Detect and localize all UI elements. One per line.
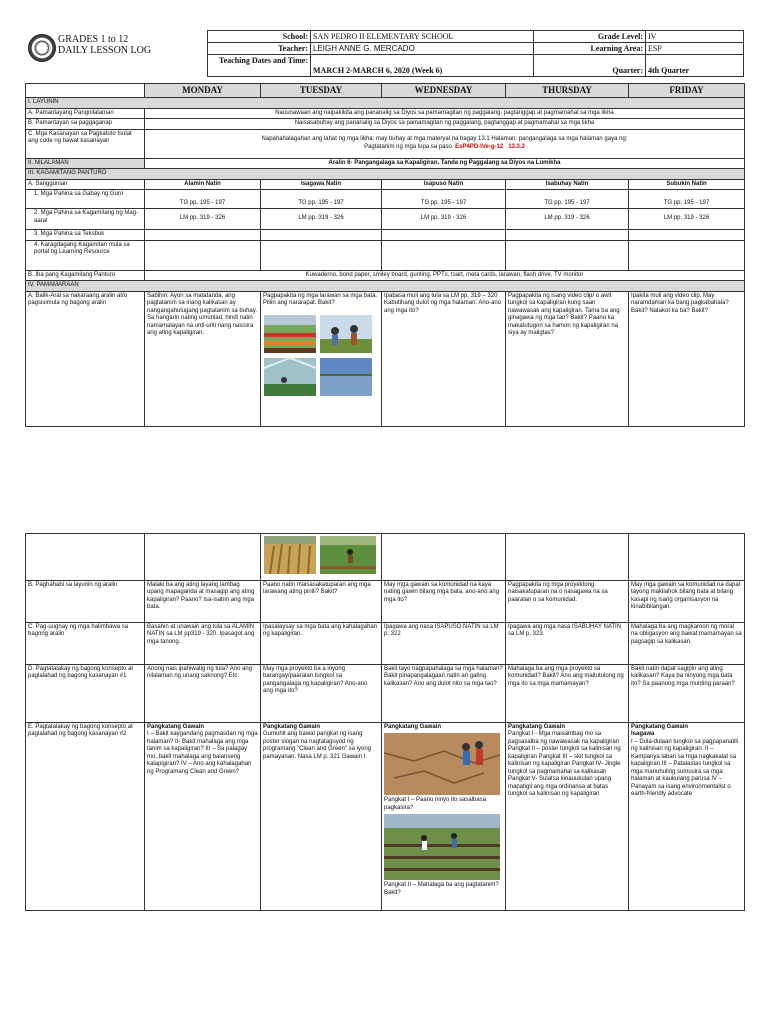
balik-aral-cell: Ipabasa muli ang tula sa LM pp. 319 – 320 Kabutihang dulot ng mga halaman: Ano-ano ang mga ito? (382, 291, 506, 426)
header-info-table (207, 30, 744, 77)
area-label: Learning Area: (534, 43, 646, 55)
tg-pages: TG pp. 195 - 197 (382, 190, 506, 209)
row-label: E. Pagtatalakay ng bagong konsepto at paglalahad ng bagong kasanayan #2 (26, 722, 145, 910)
kasanayan-sa-pagkatuto: Napahahalagahan ang lahat ng mga likha: may buhay at mga materyal na bagay 13.1 Halaman: pangangalaga sa mga halaman gaya ng: Pagtatanim ng mga lupa sa paso EsP4PD-IVe-g-12 13.3.2 (145, 129, 745, 158)
paghahabi-cell: May mga gawain sa komunidad na dapat tayong makilahok bilang bata at bilang kasapi ng isang organisasyon na kinabibilangan. (629, 580, 745, 622)
farm-field-photo (264, 315, 316, 353)
pagtalakay-1-cell: Bakit natin dapat sagipin ang ating kalikasan? Kaya ba ninyong mga bata ito? Sa paanong mga munting paraan? (629, 664, 745, 722)
iba-pang-kagamitan: Kuwaderno, bond paper, smiley board, gunting, PPTx, tsart, meta cards, larawan, flash drive, TV monitor (145, 270, 745, 281)
pag-uugnay-cell: Basahin at unawain ang tula sa ALAMIN NATIN sa LM pp319 - 320. Ipasagot ang mga tanong. (145, 622, 261, 664)
sub-title: Isabuhay Natin (506, 179, 629, 190)
row-label: A. Pamantayang Pangnilalaman (26, 108, 145, 119)
dates-label: Teaching Dates and Time: (208, 55, 311, 77)
pag-uugnay-cell: Ipagawa ang nasa ISAPUSO NATIN sa LM p. 322 (382, 622, 506, 664)
pagtalakay-2-cell: Pangkatang Gawain I – Bakit kaygandang pagmasdan ng mga halaman? II- Bakit mahalaga ang mga tanim sa kapaligiran? III – Sa palagay mo, bakit mahalaga ang balanseng kalapigiran? IV – Ano ang kahalagahan ng Programang Clean and Green? (145, 722, 261, 910)
row-label: 2. Mga Pahina sa Kagamitang ng Mag-aaral (26, 209, 145, 230)
day-header: MONDAY (145, 84, 261, 98)
pag-uugnay-cell: Ipagawa ang mga nasa ISABUHAY NATIN sa LM p. 323 (506, 622, 629, 664)
tg-pages: TG pp. 195 - 197 (629, 190, 745, 209)
paghahabi-cell: Paano natin maisasakatuparan ang mga larawang ating pinili? Bakit? (261, 580, 382, 622)
lm-pages: LM pp. 319 - 326 (382, 209, 506, 230)
row-label: D. Pagtatalakay ng bagong konsepto at paglalahad ng bagong kasanayan #1 (26, 664, 145, 722)
row-label: A. Sanggunian (26, 179, 145, 190)
balik-aral-cell: Sabihin: Ayon sa matatanda, ang pagtatanim sa inang kalikasan ay nangangahulugang pagtatanim sa buhay. Sa hangarin nating umunlad, hindi natin namamalayan na unti-unti nang nasisira ang ating kapaligiran. (145, 291, 261, 426)
lesson-table-part1 (25, 83, 745, 427)
paghahabi-cell: Malaki ba ang ating layang lambag upang mapaganda at masagip ang ating kapaligiran? Paano? Isa-isahin ang mga bata. (145, 580, 261, 622)
lm-pages: LM pp. 319 - 326 (261, 209, 382, 230)
pamantayang-pangnilalaman: Nauunawaan ang naipakikita ang pananalig sa Diyos sa pamamagitan ng paggalang, pagtanggap at pagmamahal sa mga likha (145, 108, 745, 119)
vegetable-garden-photo (320, 536, 376, 574)
paghahabi-cell: Pagpapakita ng mga proyektong naisakatuparan na o nasagawa na sa paaralan o sa komunidad. (506, 580, 629, 622)
day-header: THURSDAY (506, 84, 629, 98)
pag-uugnay-cell: Mahalaga ba ang magkaroon ng moral na obligasyon ang bawat mamamayan sa pagsagip sa kalikasan. (629, 622, 745, 664)
teacher-value: LEIGH ANNE G. MERCADO (311, 43, 534, 55)
section-kagamitan: III. KAGAMITANG PANTURO (26, 169, 745, 180)
day-header: WEDNESDAY (382, 84, 506, 98)
day-header: TUESDAY (261, 84, 382, 98)
pagtalakay-1-cell: Bakit tayo nagpapahalaga sa mga halaman? Bakit pinapangalagaan natin an gating kalikasan? Ano ang dulot nito sa mga tao? (382, 664, 506, 722)
lm-pages: LM pp. 319 - 326 (506, 209, 629, 230)
pagtalakay-2-cell: Pangkatang Gawain Pangkat I – Paano ninyo ito sasalbasa pagkasira? Pangkat II – Mahalaga ba ang pagtatanim? Bakit? (382, 722, 506, 910)
row-label: C. Mga Kasanayan sa Pagkatuto Isulat ang code ng bawat kasanayan (26, 129, 145, 158)
school-value: SAN PEDRO II ELEMENTARY SCHOOL (311, 31, 534, 43)
competency-code: 13.3.2 (508, 143, 525, 150)
dry-land-kids-photo (384, 733, 500, 795)
pagtalakay-2-cell: Pangkatang Gawain Pangkat I - Mga maisambag mo sa pagsasalba ng nawawasak na kapaligiran Pangkat II – poster tungkol sa kalinisan ng kapaligiran Pangkat III – skit tungkol sa kalinisan ng kapaligiran Pangkat IV- Jingle tungkol sa pagmamahal sa kalikasan Pangkat V- Sulatsa kinauukulan upang mapatigil ang mga ordinansa at batas tungkol sa kalinisan ng kapaligiran (506, 722, 629, 910)
pagtalakay-2-cell: Pangkatang Gawain Gumuhit ang bawat pangkat ng isang poster slogan na nagtataguyod ng programang "Clean and Green" sa iyong pamayanan. Nasa LM p. 321 Gawain I (261, 722, 382, 910)
rice-harvest-photo (264, 536, 316, 574)
sub-title: Isapuso Natin (382, 179, 506, 190)
balik-aral-cell: Pagpapakita ng isang video clip/ o awit tungkol sa kapaligiran kung saan nawawasak ang kapaligiran. Tama ba ang ginagawa ng mga tao? Bakit? Paano ka makatutugon sa hamon ng kapaligiran na siya ay maligtas? (506, 291, 629, 426)
quarter-value: 4th Quarter (646, 55, 744, 77)
greenhouse-photo (264, 358, 316, 396)
section-layunin: I. LAYUNIN (26, 98, 745, 109)
pagtalakay-1-cell: Anong nais ipahiwatig ng tula? Ano ang nilalaman ng unang saknong? Etc. (145, 664, 261, 722)
row-label: A. Balik-Aral sa nakaraang aralin at/o pagsisimula ng bagong aralin (26, 291, 145, 426)
sub-title: Subukin Natin (629, 179, 745, 190)
row-label: 1. Mga Pahina sa Gabay ng Guro (26, 190, 145, 209)
nilalaman-text: Aralin 6- Pangangalaga sa Kapaligiran, Tanda ng Paggalang sa Diyos na Lumikha (145, 158, 745, 169)
document-title: GRADES 1 to 12 DAILY LESSON LOG (58, 34, 152, 56)
tg-pages: TG pp. 195 - 197 (506, 190, 629, 209)
row-label: II. NILALAMAN (26, 158, 145, 169)
teacher-label: Teacher: (208, 43, 311, 55)
pag-uugnay-cell: Ipasalaysay sa mga bata ang kahalagahan ng kapaligiran. (261, 622, 382, 664)
section-pamamaraan: IV. PAMAMARAAN (26, 281, 745, 292)
area-value: ESP (646, 43, 744, 55)
grade-label: Grade Level: (534, 31, 646, 43)
grade-value: IV (646, 31, 744, 43)
sub-title: Alamin Natin (145, 179, 261, 190)
row-label: B. Iba pang Kagamitang Panturo (26, 270, 145, 281)
people-planting-photo (320, 315, 372, 353)
day-header: FRIDAY (629, 84, 745, 98)
pagtalakay-1-cell: May mga proyekto ba a inyong barangay/paaralan tungkol sa pangangalaga ng kapaligiran? Ano-ano ang mga ito? (261, 664, 382, 722)
row-label: 3. Mga Pahina sa Teksbuk (26, 230, 145, 241)
quarter-label: Quarter: (534, 55, 646, 77)
school-label: School: (208, 31, 311, 43)
flooded-field-photo (320, 358, 372, 396)
row-label: B. Paghahabi sa layunin ng aralin (26, 580, 145, 622)
lesson-table-part2 (25, 533, 745, 911)
lm-pages: LM pp. 319 - 326 (629, 209, 745, 230)
tg-pages: TG pp. 195 - 197 (145, 190, 261, 209)
lm-pages: LM pp. 319 - 326 (145, 209, 261, 230)
balik-aral-cell: Ipakita muli ang video clip. May naramdaman ka bang pagkabahala? Bakit? Natakot ka ba? Bakit? (629, 291, 745, 426)
balik-aral-cell: Pagpapakita ng mga larawan sa mga bata. Piliin ang nararapat. Bakit? (261, 291, 382, 426)
tg-pages: TG pp. 195 - 197 (261, 190, 382, 209)
paghahabi-cell: May mga gawain sa komunidad na kaya nating gawin bilang mga bata, ano-ano ang mga ito? (382, 580, 506, 622)
row-label: B. Pamantayan sa paggaganap (26, 119, 145, 130)
pagtalakay-1-cell: Mahalaga ba ang mga proyekto sa komunidad? Bakit? Ano ang maitutulong ng mga ito sa mga mamamayan? (506, 664, 629, 722)
row-label: C. Pag-uugnay ng mga halimbawa sa bagong aralin (26, 622, 145, 664)
sub-title: Isagawa Natin (261, 179, 382, 190)
row-label: 4. Karagdagang Kagamitan mula sa portal ng Learning Resource (26, 240, 145, 270)
planting-field-photo (384, 814, 500, 880)
dates-value: MARCH 2-MARCH 6, 2020 (Week 6) (311, 55, 534, 77)
pagtalakay-2-cell: Pangkatang Gawain Isagawa I – Dula-dulaan tungkol sa pagpapanatili ng kalinisan ng kapaligiran. II – Kampanya laban sa mga nagkakalat sa kapaligiran III – Patalastas tungkol sa mga manuhuling sumusira sa mga halaman at kaukulang parusa IV – Panayam sa isang environmentalist o earth-friendly advocate (629, 722, 745, 910)
pamantayan-sa-paggaganap: Naisasabuhay ang pananalig sa Diyos sa pamamagitan ng paggalang, pagtanggap at pagmamahal sa mga likha (145, 119, 745, 130)
deped-seal-icon (28, 34, 56, 62)
competency-code: EsP4PD-IVe-g-12 (455, 143, 504, 150)
